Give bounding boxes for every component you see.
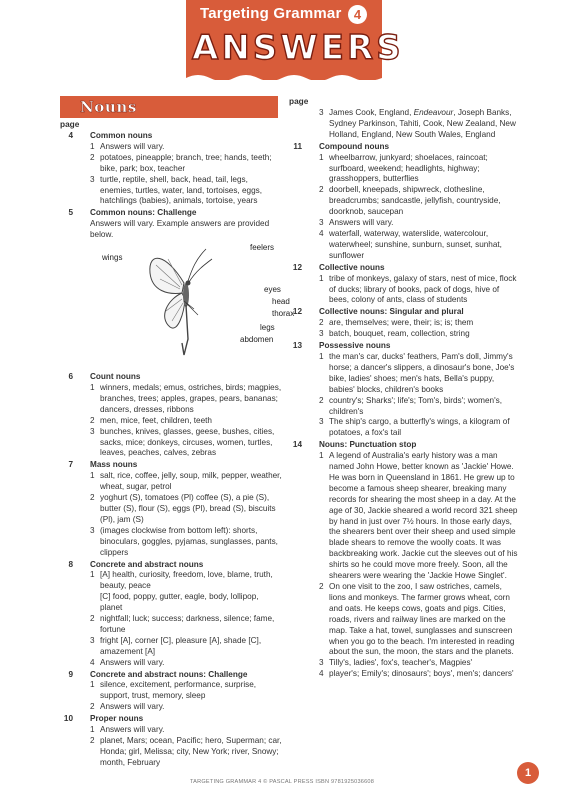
exercise-title: Common nouns [90, 131, 153, 141]
exercise-item [289, 307, 521, 340]
answer-line: 2 country's; Sharks'; life's; Tom's, birds'; women's, children's [319, 395, 503, 416]
answer-line: 1 silence, excitement, performance, surprise, support, trust, memory, sleep [90, 680, 257, 701]
butterfly-icon [146, 243, 226, 363]
page-number-ref: 10 [63, 714, 73, 724]
exercise-title: Proper nouns [90, 714, 144, 724]
thorax-label: thorax [272, 309, 295, 319]
answer-line: 1 the man's car, ducks' feathers, Pam's doll, Jimmy's horse; a dancer's slippers, a dinosaur's bone, Joe's bike, ladies' shoes; men's hats, Bella's puppy, babies' blocks, children's books [319, 351, 515, 394]
page-number-ref: 9 [68, 669, 73, 679]
page-column-label: page [289, 96, 309, 106]
answer-line: 3 Answers will vary. [319, 218, 394, 228]
answer-line: 3 James Cook, England, Endeavour, Joseph Banks, Sydney Parkinson, Tahiti, Cook, New Zealand, New Holland, England, New South Wales, England [319, 108, 516, 139]
answer-line: 1 Answers will vary. [90, 141, 165, 151]
exercise-item [60, 560, 282, 669]
exercise-item [289, 341, 521, 439]
exercise-item [60, 208, 295, 371]
page-number-ref: 7 [68, 460, 73, 470]
answer-line: 3 Tilly's, ladies', fox's, teacher's, Magpies' [319, 658, 473, 668]
answer-line: 4 player's; Emily's; dinosaurs'; boys', men's; dancers' [319, 669, 514, 679]
page-number-ref: 4 [68, 131, 73, 141]
feelers-label: feelers [250, 243, 275, 253]
answer-line: 1 [A] health, curiosity, freedom, love, blame, truth, beauty, peace [90, 570, 273, 591]
answer-line: 2 yoghurt (S), tomatoes (Pl) coffee (S), a pie (S), butter (S), flour (S), eggs (Pl), bread (S), biscuits (Pl), jam (S) [90, 493, 276, 524]
answer-line: [C] food, poppy, gutter, eagle, body, lollipop, planet [100, 592, 259, 613]
answer-line: 1 A legend of Australia's early history was a man named John Howe, better known as 'Jackie' Howe. He was born in Queensland in 1861. He grew up to become a famous sheep shearer, breaking many records for shearing the most sheep in a day. At the age of 30, Jackie sheared a world record 321 sheep by hand in just over 7½ hours. In those early days, the shearers bent over their sheep and used simple blade shears to remove the woolly coats. It was backbreaking work. Jackie cut the sleeves out of his shirts so he could move more freely. Soon, all the shearers were wearing the 'Jackie Howe Singlet'. [319, 451, 518, 581]
answer-line: 2 men, mice, feet, children, teeth [90, 415, 212, 425]
exercise-item [60, 460, 282, 558]
section-header-bar [60, 96, 278, 118]
page-number-ref: 13 [292, 341, 302, 351]
banner-title: ANSWERS [192, 28, 404, 68]
page-number-ref: 14 [292, 440, 302, 450]
answer-line: 2 Answers will vary. [90, 702, 165, 712]
wings-label: wings [102, 253, 123, 263]
butterfly-diagram [90, 243, 295, 371]
page-number-ref: 5 [68, 208, 73, 218]
right-column [289, 96, 521, 680]
page-number-ref: 8 [68, 559, 73, 569]
answer-line: 3 (images clockwise from bottom left): shorts, binoculars, goggles, pyjamas, sunglasses, pants, clippers [90, 525, 278, 557]
page-number-ref: 6 [68, 372, 73, 382]
answer-line: 3 bunches, knives, glasses, geese, bushes, cities, sacks, mice; donkeys, circuses, women, turtles, leaves, peaches, calves, zebras [90, 426, 275, 458]
answer-line: 4 waterfall, waterway, waterslide, watercolour, waterwheel; sunshine, sunburn, sunset, sunhat, sunflower [319, 229, 502, 260]
page-number-badge: 1 [517, 762, 539, 784]
exercise-title: Mass nouns [90, 460, 138, 470]
section-title: Nouns [80, 98, 137, 116]
answer-line: 1 tribe of monkeys, galaxy of stars, nest of mice, flock of ducks; library of books, pack of dogs, hive of bees, colony of ants, class of students [319, 273, 517, 305]
answer-line: 2 are, themselves; were, their; is; is; them [319, 318, 474, 328]
answer-line: 3 fright [A], corner [C], pleasure [A], shade [C], amazement [A] [90, 635, 262, 656]
exercise-item [60, 714, 282, 769]
abdomen-label: abdomen [240, 335, 274, 345]
header-banner [186, 0, 404, 80]
left-column [60, 119, 295, 769]
page-number-ref: 12 [292, 262, 302, 272]
exercise-title: Concrete and abstract nouns [90, 559, 204, 569]
answer-line: 2 potatoes, pineapple; branch, tree; hands, teeth; bike, park; box, teacher [90, 152, 272, 173]
page-column-label: page [60, 119, 80, 129]
eyes-label: eyes [264, 285, 281, 295]
page-number-ref: 11 [293, 141, 302, 151]
answer-line: 4 Answers will vary. [90, 657, 165, 667]
exercise-item-continued [289, 108, 521, 141]
page-number-ref: 12 [292, 307, 302, 317]
exercise-title: Possessive nouns [319, 341, 391, 351]
exercise-title: Nouns: Punctuation stop [319, 440, 417, 450]
legs-label: legs [260, 323, 275, 333]
answer-line: 1 salt, rice, coffee, jelly, soup, milk, pepper, weather, wheat, sugar, petrol [90, 471, 282, 492]
exercise-title: Collective nouns [319, 262, 385, 272]
answer-line: 2 nightfall; luck; success; darkness, silence; fame, fortune [90, 614, 275, 634]
answer-line: 3 turtle, reptile, shell, back, head, tail, legs, enemies, turtles, water, land, tortoises, eggs, hatchlings (babies), animals, tortoise, years [90, 174, 263, 206]
answer-line: 2 On one visit to the zoo, I saw ostriches, camels, lions and monkeys. The farmer grows wheat, corn and oats. He keeps cows, goats and pigs. Cities, roads, rivers and railway lines are marked on the map. Take a hat, towel, sunglasses and sunscreen when you go to the beach. I'm interested in reading about the sun, the moon, the stars and the planets. [319, 582, 515, 657]
answer-line: 3 The ship's cargo, a butterfly's wings, a kilogram of potatoes, a fox's tail [319, 417, 510, 438]
exercise-item [289, 263, 521, 307]
book-number-badge: 4 [348, 5, 367, 24]
answer-text: Answers will vary. Example answers are provided below. [90, 219, 270, 240]
exercise-item [60, 131, 282, 207]
exercise-title: Concrete and abstract nouns: Challenge [90, 669, 248, 679]
exercise-item [60, 670, 282, 714]
exercise-title: Count nouns [90, 372, 141, 382]
answer-line: 1 winners, medals; emus, ostriches, birds; magpies, branches, trees; apples, grapes, pears, bananas; dancers, dresses, ribbons [90, 383, 282, 414]
exercise-item [289, 440, 521, 680]
answer-line: 3 batch, bouquet, ream, collection, string [319, 329, 470, 339]
exercise-title: Collective nouns: Singular and plural [319, 307, 464, 317]
answer-line: 1 wheelbarrow, junkyard; shoelaces, raincoat; surfboard, weekend; headlights, highway; grasshoppers, butterflies [319, 152, 488, 184]
answer-line: 1 Answers will vary. [90, 725, 165, 735]
page-footer: TARGETING GRAMMAR 4 © PASCAL PRESS ISBN 9781925036608 [189, 779, 375, 785]
exercise-item [289, 142, 521, 262]
answer-line: 2 doorbell, kneepads, shipwreck, clothesline, breadcrumbs; sandcastle, jellyfish, countryside, doorknob, saucepan [319, 185, 501, 217]
exercise-item [60, 372, 282, 459]
exercise-title: Compound nouns [319, 141, 390, 151]
head-label: head [272, 297, 290, 307]
answer-line: 2 planet, Mars; ocean, Pacific; hero, Superman; car, Honda; girl, Melissa; city, New York; river, Snowy; month, February [90, 736, 282, 767]
exercise-title: Common nouns: Challenge [90, 208, 197, 218]
banner-subtitle: Targeting Grammar [200, 5, 342, 22]
banner-wave-decoration [186, 72, 382, 86]
